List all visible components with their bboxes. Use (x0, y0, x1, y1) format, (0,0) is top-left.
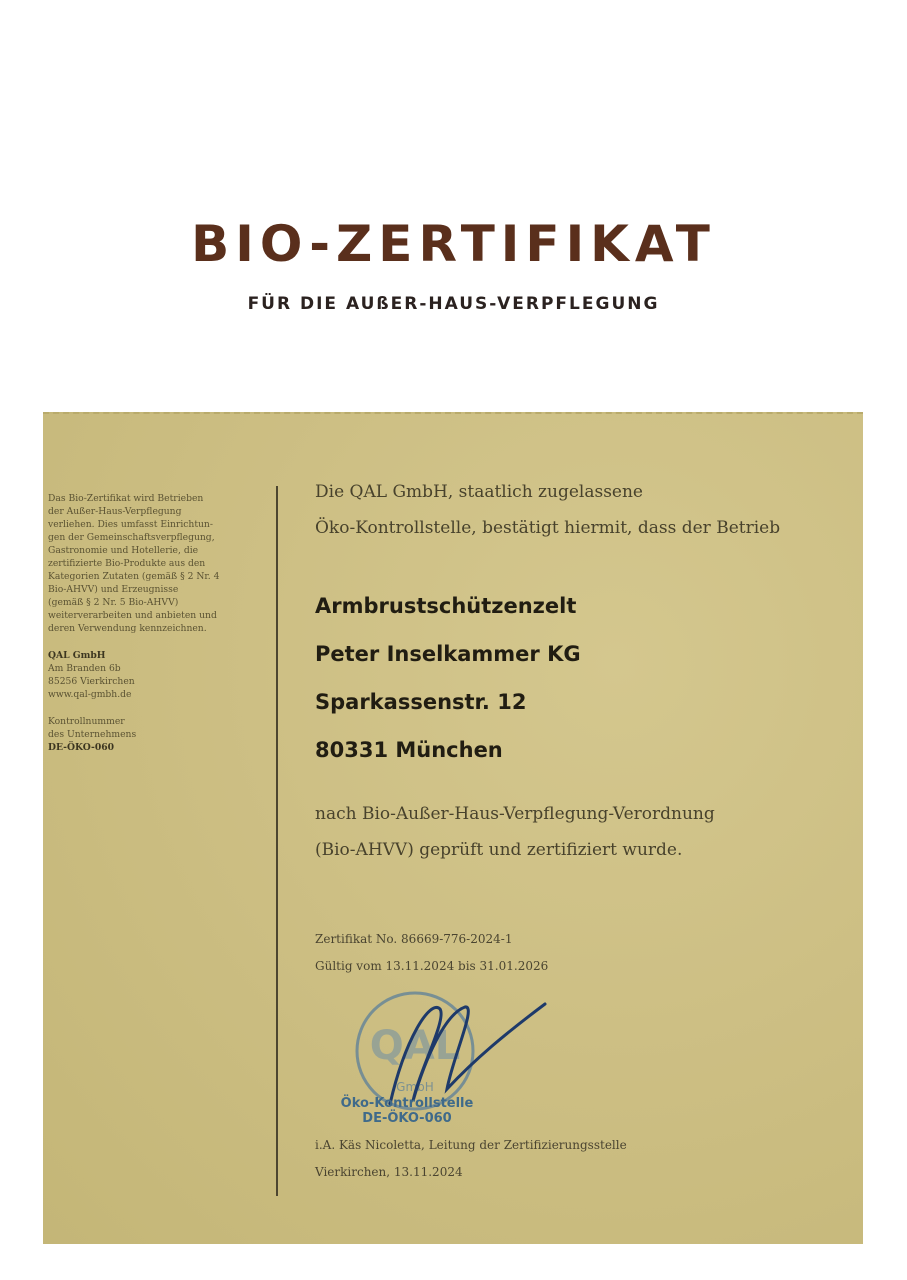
sidebar-website[interactable]: www.qal-gmbh.de (48, 689, 132, 700)
business-name: Armbrustschützenzelt (315, 594, 577, 618)
column-divider (276, 486, 278, 1196)
place-date: Vierkirchen, 13.11.2024 (315, 1165, 463, 1179)
signer-name: i.A. Käs Nicoletta, Leitung der Zertifizierungsstelle (315, 1138, 627, 1152)
certificate-intro-line: Die QAL GmbH, staatlich zugelassene (315, 482, 643, 502)
statement-line: (Bio-AHVV) geprüft und zertifiziert wurde. (315, 840, 683, 860)
certificate-number: Zertifikat No. 86669-776-2024-1 (315, 932, 513, 946)
sidebar-intro-line: Bio-AHVV) und Erzeugnisse (48, 584, 179, 595)
sidebar-intro-line: verliehen. Dies umfasst Einrichtun- (48, 519, 213, 530)
stamp-line: DE-ÖKO-060 (362, 1111, 452, 1126)
control-number-label: Kontrollnummer (48, 716, 125, 727)
sidebar-intro-line: weiterverarbeiten und anbieten und (48, 610, 217, 621)
stamp-text (337, 1096, 477, 1126)
sidebar-info (48, 492, 236, 754)
sidebar-intro-line: zertifizierte Bio-Produkte aus den (48, 558, 206, 569)
stamp-logo-subtext: GmbH (396, 1080, 434, 1094)
certification-statement (315, 796, 715, 868)
certificate-info (315, 926, 548, 980)
sidebar-intro-line: gen der Gemeinschaftsverpflegung, (48, 532, 215, 543)
business-city: 80331 München (315, 738, 503, 762)
business-details (315, 582, 581, 774)
sidebar-intro-line: (gemäß § 2 Nr. 5 Bio-AHVV) (48, 597, 179, 608)
certificate-title: BIO-ZERTIFIKAT (191, 215, 716, 273)
sidebar-intro-line: deren Verwendung kennzeichnen. (48, 623, 207, 634)
stamp-logo-text: QAL (369, 1023, 461, 1069)
sidebar-control-number (48, 715, 236, 754)
sidebar-address-line: 85256 Vierkirchen (48, 676, 135, 687)
sidebar-address (48, 662, 236, 701)
business-owner: Peter Inselkammer KG (315, 642, 581, 666)
certificate-subtitle: FÜR DIE AUßER-HAUS-VERPFLEGUNG (247, 294, 660, 314)
certificate-panel (43, 412, 863, 1244)
sidebar-company-name: QAL GmbH (48, 650, 106, 661)
signer-block (315, 1132, 627, 1186)
stamp-line: Öko-Kontrollstelle (340, 1096, 474, 1111)
certificate-validity: Gültig vom 13.11.2024 bis 31.01.2026 (315, 959, 549, 973)
certificate-intro (315, 474, 780, 546)
control-number-label: des Unternehmens (48, 729, 137, 740)
sidebar-address-line: Am Branden 6b (48, 663, 121, 674)
sidebar-intro-line: Das Bio-Zertifikat wird Betrieben (48, 493, 204, 504)
certificate-intro-line: Öko-Kontrollstelle, bestätigt hiermit, dass der Betrieb (315, 518, 781, 538)
sidebar-intro-line: Kategorien Zutaten (gemäß § 2 Nr. 4 (48, 571, 220, 582)
sidebar-intro-line: Gastronomie und Hotellerie, die (48, 545, 199, 556)
sidebar-intro-line: der Außer-Haus-Verpflegung (48, 506, 182, 517)
sidebar-intro (48, 492, 236, 635)
statement-line: nach Bio-Außer-Haus-Verpflegung-Verordnung (315, 804, 715, 824)
control-number-value: DE-ÖKO-060 (48, 742, 115, 753)
business-street: Sparkassenstr. 12 (315, 690, 527, 714)
